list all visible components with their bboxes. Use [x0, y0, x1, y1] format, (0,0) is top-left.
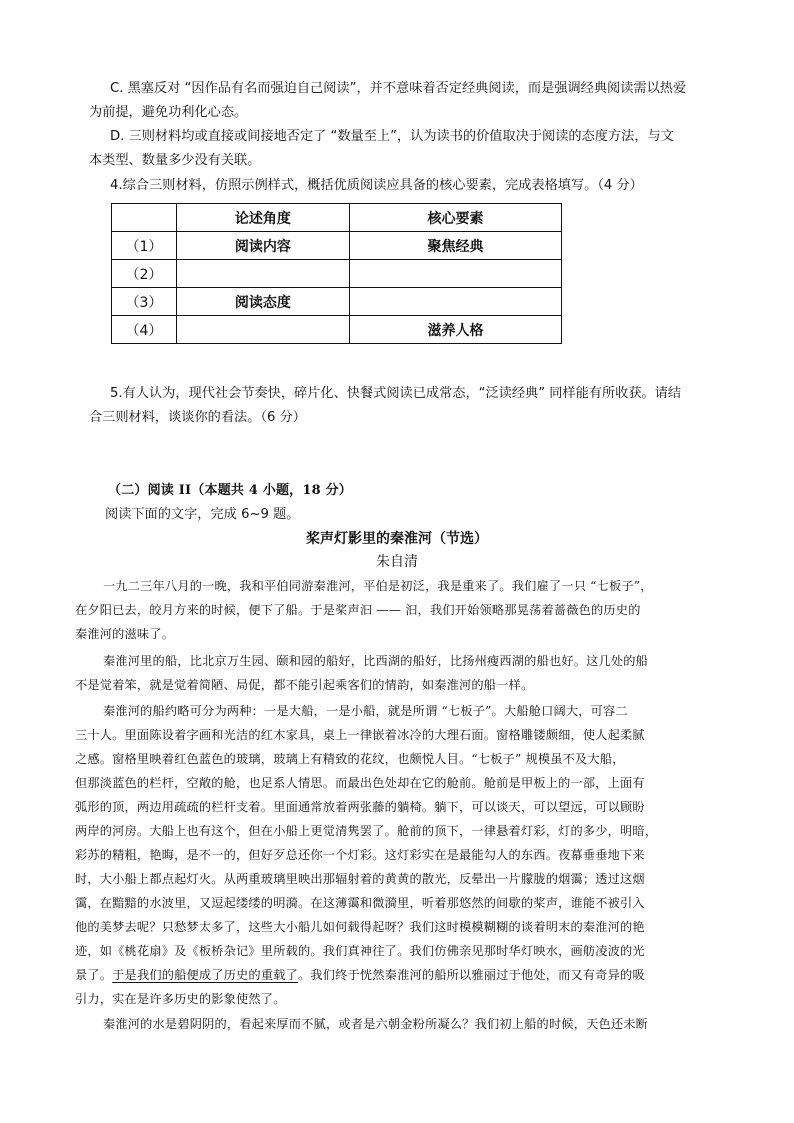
core-element-blank[interactable]: [350, 260, 562, 288]
passage-line: 秦淮河的水是碧阴阴的，看起来厚而不腻，或者是六朝金粉所凝么？我们初上船的时候，天色还未断: [103, 1017, 649, 1031]
passage-line: 秦淮河的船约略可分为两种：一是大船，一是小船，就是所谓 “七板子”。大船舱口阔大，可容二: [103, 704, 628, 718]
table-row: [112, 288, 562, 316]
table-row: [112, 260, 562, 288]
section-heading: （二）阅读 II（本题共 4 小题，18 分）: [108, 483, 353, 498]
underlined-sentence: 于是我们的船便成了历史的重载了: [112, 968, 298, 982]
argument-angle-cell: 阅读态度: [176, 288, 349, 316]
passage-line: 弧形的顶，两边用疏疏的栏杆支着。里面通常放着两张藤的躺椅。躺下，可以谈天，可以望远，可以顾盼: [75, 800, 645, 814]
table-header-cell: 论述角度: [176, 204, 349, 232]
option-d-line1: D. 三则材料均或直接或间接地否定了 “数量至上”，认为读书的价值取决于阅读的态度方法，与文: [110, 129, 674, 144]
question-4-prompt: 4.综合三则材料，仿照示例样式，概括优质阅读应具备的核心要素，完成表格填写。（4 分）: [110, 178, 643, 193]
argument-angle-blank[interactable]: [176, 260, 349, 288]
passage-line: 霭，在黯黯的水波里，又逗起缕缕的明漪。在这薄霭和微漪里，听着那悠然的间歇的桨声，谁能不被引入: [75, 896, 645, 910]
table-header-cell: [112, 204, 177, 232]
passage-title: 桨声灯影里的秦淮河（节选）: [306, 531, 488, 547]
argument-angle-cell: 阅读内容: [176, 232, 349, 260]
passage-line-with-underline: [75, 965, 645, 985]
question-5-line2: 合三则材料，谈谈你的看法。（6 分）: [89, 410, 306, 425]
row-number: （4）: [112, 316, 177, 344]
table-row: [112, 232, 562, 260]
core-element-cell: 滋养人格: [350, 316, 562, 344]
core-element-cell: 聚焦经典: [350, 232, 562, 260]
table-header-row: [112, 204, 562, 232]
passage-line: 之感。窗格里映着红色蓝色的玻璃，玻璃上有精致的花纹，也颇悦人目。“七板子” 规模虽不及大船，: [75, 752, 625, 766]
row-number: （3）: [112, 288, 177, 316]
passage-line: 迹，如《桃花扇》及《板桥杂记》里所载的。我们真神往了。我们仿佛亲见那时华灯映水，画舫凌波的光: [75, 944, 645, 958]
core-elements-table: [111, 203, 562, 344]
passage-line: 秦淮河里的船，比北京万生园、颐和园的船好，比西湖的船好，比扬州瘦西湖的船也好。这几处的船: [103, 654, 649, 668]
passage-line: 一九二三年八月的一晚，我和平伯同游秦淮河，平伯是初泛，我是重来了。我们雇了一只 “七板子”，: [103, 579, 653, 593]
question-5-line1: 5.有人认为，现代社会节奏快，碎片化、快餐式阅读已成常态，“泛读经典” 同样能有所收获。请结: [110, 386, 682, 401]
passage-line: 不是觉着笨，就是觉着简陋、局促，都不能引起乘客们的情韵，如秦淮河的船一样。: [75, 678, 534, 692]
passage-line: 他的美梦去呢？只愁梦太多了，这些大小船儿如何载得起呀？我们这时模模糊糊的谈着明末的秦淮河的艳: [75, 920, 645, 934]
table-header-cell: 核心要素: [350, 204, 562, 232]
option-c-line1: C. 黑塞反对 “因作品有名而强迫自己阅读”，并不意味着否定经典阅读，而是强调经典阅读需以热爱: [110, 81, 687, 96]
underline-before: 景了。: [75, 968, 113, 982]
option-d-line2: 本类型、数量多少没有关联。: [89, 153, 261, 168]
passage-line: 引力，实在是许多历史的影象使然了。: [75, 992, 286, 1006]
passage-line: 在夕阳已去，皎月方来的时候，便下了船。于是桨声汩 —— 汩，我们开始领略那晃荡着蔷薇色的历史的: [75, 603, 641, 617]
passage-line: 两岸的河房。大船上也有这个，但在小船上更觉清隽罢了。舱前的顶下，一律悬着灯彩，灯的多少，明暗，: [75, 824, 658, 838]
reading-instruction: 阅读下面的文字，完成 6~9 题。: [105, 507, 300, 522]
argument-angle-blank[interactable]: [176, 316, 349, 344]
underline-after: 。我们终于恍然秦淮河的船所以雅丽过于他处，而又有奇异的吸: [297, 968, 645, 982]
passage-line: 秦淮河的滋味了。: [75, 627, 175, 641]
passage-author: 朱自清: [376, 554, 418, 570]
option-c-line2: 为前提，避免功利化心态。: [89, 105, 248, 120]
row-number: （1）: [112, 232, 177, 260]
passage-line: 但那淡蓝色的栏杆，空敞的舱，也足系人情思。而最出色处却在它的舱前。舱前是甲板上的一部，上面有: [75, 776, 645, 790]
passage-line: 彩苏的精粗，艳晦，是不一的，但好歹总还你一个灯彩。这灯彩实在是最能勾人的东西。夜幕垂垂地下来: [75, 848, 645, 862]
passage-line: 时，大小船上都点起灯火。从两重玻璃里映出那辐射着的黄黄的散光，反晕出一片朦胧的烟霭；透过这烟: [75, 872, 645, 886]
table-row: [112, 316, 562, 344]
row-number: （2）: [112, 260, 177, 288]
passage-line: 三十人。里面陈设着字画和光洁的红木家具，桌上一律嵌着冰冷的大理石面。窗格雕镂颇细，使人起柔腻: [75, 728, 645, 742]
core-element-blank[interactable]: [350, 288, 562, 316]
